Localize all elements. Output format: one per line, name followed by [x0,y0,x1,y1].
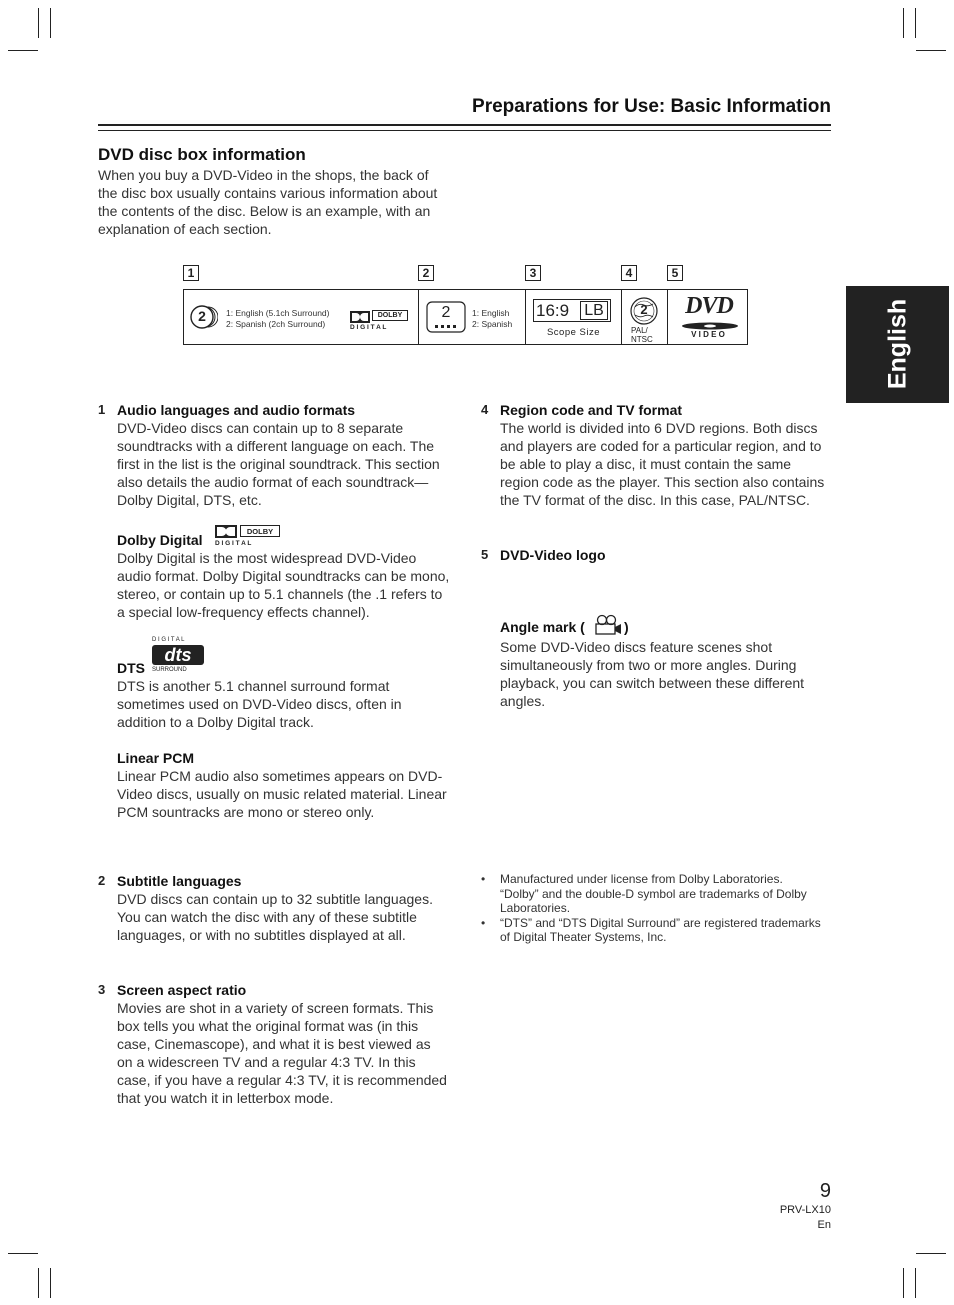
aspect-ratio-value: 16:9 [536,301,570,320]
dolby-subsection-heading [117,525,450,549]
language-code: En [817,1219,831,1231]
audio-language-1: 1: English (5.1ch Surround) [226,308,330,318]
diagram-number-3: 3 [525,265,541,281]
subtitle-info-box [418,289,526,345]
item-3-text: Movies are shot in a variety of screen formats. This box tells you what the original format was (in this case, Cinemascope), and what it is best viewed as on a widescreen TV and a regular 4:3 TV. In this case, if you have a regular 4:3 TV, it is recommended that you watch it in letterbox mode. [117,1000,447,1106]
item-1-text: DVD-Video discs can contain up to 8 separate soundtracks with a different language on each. The first in the list is the original soundtrack. This section also details the audio format of each soundtrack—Dolby Digital, DTS, etc. [117,420,440,508]
diagram-number-1: 1 [183,265,199,281]
aspect-lb-badge: LB [580,301,608,320]
item-4 [481,401,833,509]
left-column [98,401,450,821]
dolby-text: Dolby Digital is the most widespread DVD-Video audio format. Dolby Digital soundtracks can be mono, stereo, or contain up to 5.1 channels (the .1 refers to a special low-frequency effects channel). [117,550,450,620]
aspect-caption: Scope Size [546,327,601,338]
subtitle-language-list [472,308,526,330]
footnote-2-text: “DTS” and “DTS Digital Surround” are registered trademarks of Digital Theater Systems, Inc. [500,915,821,944]
audio-info-box [183,289,419,345]
dolby-inline-digital: D I G I T A L [215,540,252,547]
dts-logo-top: D I G I T A L [152,637,185,643]
footnote-bullet-icon: • [481,915,486,930]
item-2-number: 2 [98,873,106,888]
dolby-inline-logo [215,525,281,549]
item-4-text: The world is divided into 6 DVD regions. Both discs and players are coded for a particular region, and to be able to play a disc, it must contain the same region code as the player. This section also contains the TV format of the disc. In this case, PAL/NTSC. [500,420,825,508]
dvd-video-text: V I D E O [691,330,725,339]
region-format-line1: PAL/ [631,326,648,335]
header-rule-thin [98,130,831,131]
item-4-title: Region code and TV format [500,402,683,418]
footnote-bullet-icon: • [481,872,486,886]
model-number: PRV-LX10 [779,1204,831,1216]
diagram-number-4: 4 [621,265,637,281]
item-1-title: Audio languages and audio formats [117,402,356,418]
dolby-inline-badge: DOLBY [240,525,280,537]
dolby-badge: DOLBY [372,310,408,321]
audio-disc-icon [188,304,218,330]
angle-mark-section [500,614,835,710]
dts-text: DTS is another 5.1 channel surround format sometimes used on DVD-Video discs, often in addition to a Dolby Digital track. [117,678,402,730]
footnotes [481,872,821,945]
dolby-title: Dolby Digital [117,532,203,548]
angle-mark-title-post: ) [624,619,629,635]
subtitle-tv-icon [426,301,466,333]
audio-language-2: 2: Spanish (2ch Surround) [226,319,326,329]
region-format-line2: NTSC [631,335,653,344]
section-title: DVD disc box information [98,145,306,164]
dts-subsection-heading [117,637,450,677]
footnote-1-text: Manufactured under license from Dolby Laboratories. “Dolby” and the double-D symbol are trademarks of Dolby Laboratories. [500,872,807,915]
item-5 [481,546,833,564]
page-number: 9 [819,1180,831,1202]
item-2-title: Subtitle languages [117,873,242,889]
item-3-number: 3 [98,982,106,997]
header-rule [98,124,831,126]
item-4-number: 4 [481,402,489,417]
dts-logo [152,637,206,677]
angle-mark-title-pre: Angle mark ( [500,619,585,635]
region-format [631,326,653,344]
audio-disc-number: 2 [198,308,206,324]
item-5-title: DVD-Video logo [500,547,606,563]
region-box [621,289,668,345]
footnote-1 [481,872,821,916]
item-2 [98,872,450,944]
dts-logo-bottom: SURROUND [152,667,187,673]
dts-title: DTS [117,660,145,676]
section-intro: When you buy a DVD-Video in the shops, the back of the disc box usually contains various information about the contents of the disc. Below is an example, with an explanation of each section. [98,167,438,237]
language-tab-label: English [883,298,912,390]
double-d-inline-icon [215,525,237,538]
pcm-text: Linear PCM audio also sometimes appears on DVD-Video discs, usually on music related material. Linear PCM sountracks are mono or stereo only. [117,768,447,820]
footnote-2 [481,916,821,945]
diagram-number-5: 5 [667,265,683,281]
subtitle-language-1: 1: English [472,308,510,318]
subtitle-language-2: 2: Spanish [472,319,513,329]
aspect-ratio-frame [533,299,611,322]
dolby-digital-text: D I G I T A L [350,324,387,331]
dvd-logo-box [667,289,748,345]
region-number: 2 [640,302,648,317]
item-1-number: 1 [98,402,106,417]
angle-mark-heading [500,614,835,638]
item-3 [98,981,450,1107]
double-d-icon [350,310,370,322]
diagram-number-2: 2 [418,265,434,281]
dts-logo-mark: dts [152,645,204,665]
audio-language-list [226,308,344,330]
angle-camera-icon [593,614,623,636]
angle-mark-text: Some DVD-Video discs feature scenes shot simultaneously from two or more angles. During playback, you can switch between these different angles. [500,639,805,709]
subtitle-tv-number: 2 [441,304,451,321]
page-header-title: Preparations for Use: Basic Information [472,96,831,117]
dvd-logo-text: DVD [685,293,733,319]
region-globe-icon [629,296,659,326]
item-2-text: DVD discs can contain up to 32 subtitle languages. You can watch the disc with any of these subtitle languages, or with no subtitles displayed at all. [117,891,433,943]
pcm-title: Linear PCM [117,750,195,766]
dolby-digital-logo [349,310,409,334]
item-3-title: Screen aspect ratio [117,982,247,998]
language-tab [846,286,949,403]
aspect-ratio-box [525,289,622,345]
dvd-disc-swoosh-icon [680,317,740,325]
item-5-number: 5 [481,547,489,562]
